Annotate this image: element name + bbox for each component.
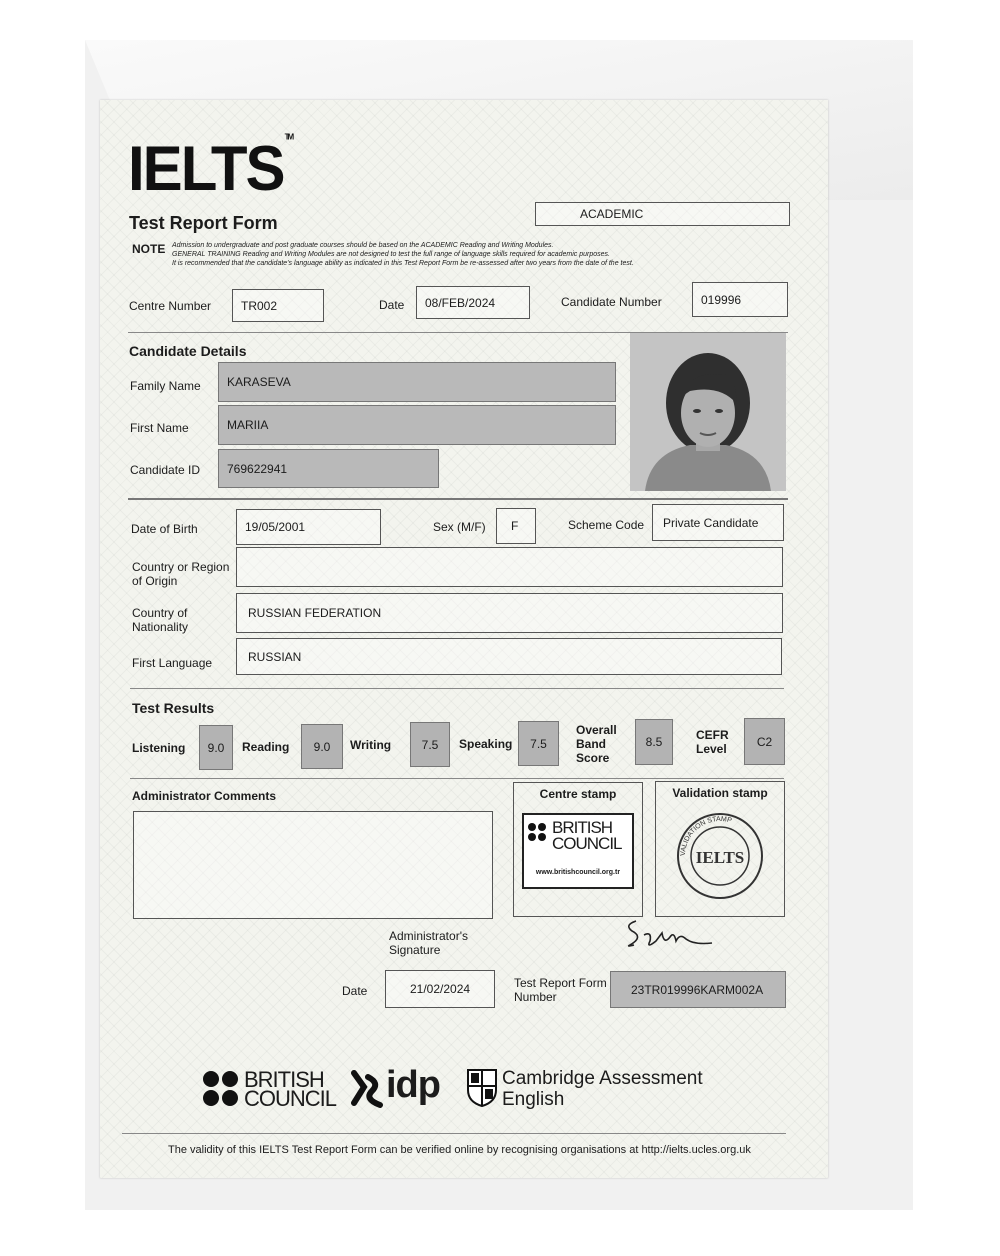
- admin-signature: [622, 915, 716, 955]
- trf-number-field: 23TR019996KARM002A: [610, 971, 786, 1008]
- scheme-code-field: Private Candidate: [652, 504, 784, 541]
- family-name-label: Family Name: [130, 379, 201, 393]
- divider: [122, 1133, 786, 1134]
- british-council-stamp: [522, 813, 634, 889]
- british-council-logo: [203, 1071, 238, 1106]
- nationality-label: Country of Nationality: [132, 606, 189, 634]
- validation-stamp-label: Validation stamp: [672, 786, 768, 800]
- cambridge-shield-icon: [466, 1068, 498, 1108]
- test-date-field: 08/FEB/2024: [416, 286, 530, 319]
- cambridge-logo: Cambridge Assessment English: [502, 1068, 703, 1110]
- admin-signature-label: Administrator's Signature: [389, 929, 468, 957]
- trf-number-label: Test Report Form Number: [514, 976, 607, 1004]
- candidate-details-heading: Candidate Details: [129, 343, 247, 359]
- writing-score: 7.5: [410, 722, 450, 767]
- speaking-score: 7.5: [518, 721, 559, 766]
- first-language-field: RUSSIAN: [236, 638, 782, 675]
- sex-label: Sex (M/F): [433, 520, 486, 534]
- speaking-label: Speaking: [459, 737, 513, 751]
- module-field: ACADEMIC: [535, 202, 790, 226]
- first-name-field: MARIIA: [218, 405, 616, 445]
- writing-label: Writing: [350, 738, 392, 752]
- cefr-label: CEFR Level: [696, 728, 729, 756]
- overall-band-score: 8.5: [635, 719, 673, 765]
- centre-stamp-label: Centre stamp: [539, 787, 617, 801]
- family-name-field: KARASEVA: [218, 362, 616, 402]
- footer-text: The validity of this IELTS Test Report Form can be verified online by recognising organisations at http://ielts.ucles.org.uk: [168, 1144, 751, 1156]
- admin-comments-field: [133, 811, 493, 919]
- idp-icon: [350, 1069, 386, 1109]
- divider: [128, 498, 788, 500]
- listening-label: Listening: [132, 741, 186, 755]
- admin-date-field: 21/02/2024: [385, 970, 495, 1008]
- svg-text:VALIDATION STAMP: VALIDATION STAMP: [679, 815, 733, 857]
- reading-label: Reading: [242, 740, 290, 754]
- admin-comments-label: Administrator Comments: [132, 789, 277, 803]
- origin-field: [236, 547, 783, 587]
- divider: [130, 688, 784, 689]
- form-title: Test Report Form: [129, 213, 278, 233]
- candidate-id-field: 769622941: [218, 449, 439, 488]
- admin-date-label: Date: [342, 984, 368, 998]
- validation-center-text: IELTS: [695, 848, 745, 867]
- validation-stamp-seal: [672, 808, 768, 904]
- centre-number-field: TR002: [232, 289, 324, 322]
- validation-stamp-box: [655, 781, 785, 917]
- first-language-label: First Language: [132, 656, 213, 670]
- candidate-id-label: Candidate ID: [130, 463, 201, 477]
- note-text: Admission to undergraduate and post graduate courses should be based on the ACADEMIC Reading and Writing Modules. GENERAL TRAINING Reading and Writing Modules are not designed to test the full range of language skills required for academic purposes. It is recommended that the candidate's language ability as indicated in this Test Report Form be re-assessed after two years from the date of the test.: [172, 242, 634, 267]
- dob-field: 19/05/2001: [236, 509, 381, 545]
- overall-band-label: Overall Band Score: [576, 723, 617, 765]
- test-results-heading: Test Results: [132, 700, 215, 716]
- centre-number-label: Centre Number: [129, 299, 212, 313]
- stamp-bc-text: BRITISH COUNCIL: [552, 818, 622, 853]
- note-label: NOTE: [132, 242, 166, 256]
- candidate-number-field: 019996: [692, 282, 788, 317]
- cefr-level: C2: [744, 718, 785, 765]
- sex-field: F: [496, 508, 536, 544]
- candidate-photo: [630, 333, 786, 491]
- origin-label: Country or Region of Origin: [132, 560, 230, 588]
- british-council-stamp-icon: [528, 823, 546, 841]
- date-label: Date: [379, 298, 405, 312]
- idp-logo: idp: [386, 1064, 440, 1106]
- reading-score: 9.0: [301, 724, 343, 769]
- dob-label: Date of Birth: [131, 522, 198, 536]
- scheme-code-label: Scheme Code: [568, 518, 645, 532]
- british-council-text: BRITISH COUNCIL: [244, 1067, 337, 1111]
- nationality-field: RUSSIAN FEDERATION: [236, 593, 783, 633]
- centre-stamp-box: [513, 782, 643, 917]
- first-name-label: First Name: [130, 421, 189, 435]
- ielts-logo: IELTS™: [128, 132, 293, 204]
- stamp-url: www.britishcouncil.org.tr: [535, 869, 621, 876]
- listening-score: 9.0: [199, 725, 233, 770]
- candidate-number-label: Candidate Number: [561, 295, 662, 309]
- divider: [130, 778, 784, 779]
